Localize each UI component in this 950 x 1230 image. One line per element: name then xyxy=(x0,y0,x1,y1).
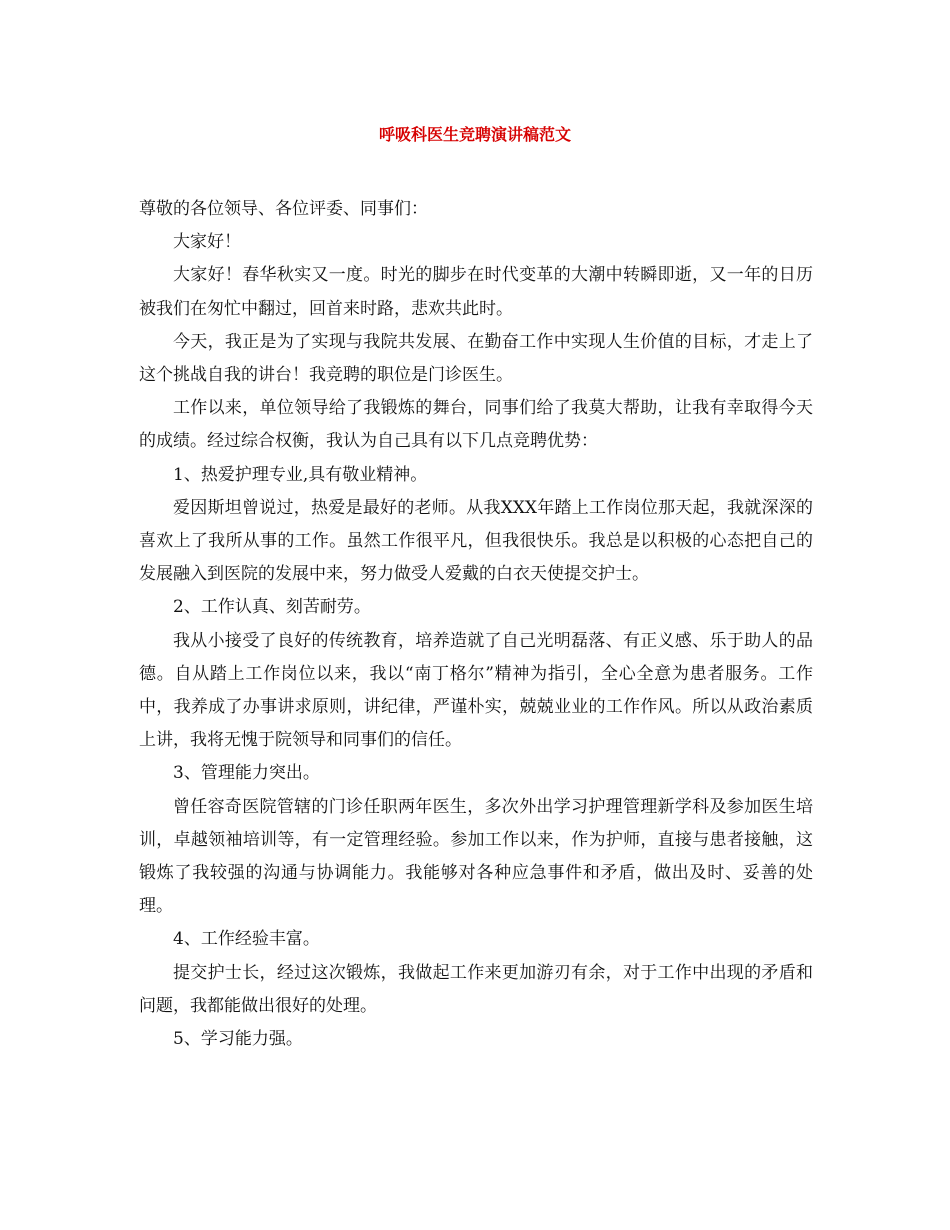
paragraph: 大家好！春华秋实又一度。时光的脚步在时代变革的大潮中转瞬即逝，又一年的日历被我们在匆忙中翻过，回首来时路，悲欢共此时。 xyxy=(139,265,813,319)
paragraph: 曾任容奇医院管辖的门诊任职两年医生，多次外出学习护理管理新学科及参加医生培训，卓越领袖培训等，有一定管理经验。参加工作以来，作为护师，直接与患者接触，这锻炼了我较强的沟通与协调能力。我能够对各种应急事件和矛盾，做出及时、妥善的处理。 xyxy=(139,796,813,917)
salutation: 尊敬的各位领导、各位评委、同事们： xyxy=(139,199,428,219)
document-body xyxy=(139,193,813,1056)
paragraph-greeting: 大家好！ xyxy=(173,232,241,253)
section-heading-5: 5、学习能力强。 xyxy=(173,1029,303,1050)
paragraph: 工作以来，单位领导给了我锻炼的舞台，同事们给了我莫大帮助，让我有幸取得今天的成绩。经过综合权衡，我认为自己具有以下几点竞聘优势： xyxy=(139,398,813,452)
section-heading-1: 1、热爱护理专业,具有敬业精神。 xyxy=(173,464,428,485)
section-heading-2: 2、工作认真、刻苦耐劳。 xyxy=(173,597,371,618)
paragraph: 提交护士长，经过这次锻炼，我做起工作来更加游刃有余，对于工作中出现的矛盾和问题，我都能做出很好的处理。 xyxy=(139,962,813,1016)
paragraph: 爱因斯坦曾说过，热爱是最好的老师。从我XXX年踏上工作岗位那天起，我就深深的喜欢上了我所从事的工作。虽然工作很平凡，但我很快乐。我总是以积极的心态把自己的发展融入到医院的发展中来，努力做受人爱戴的白衣天使提交护士。 xyxy=(139,497,813,585)
section-heading-3: 3、管理能力突出。 xyxy=(173,763,320,784)
paragraph: 今天，我正是为了实现与我院共发展、在勤奋工作中实现人生价值的目标，才走上了这个挑战自我的讲台！我竞聘的职位是门诊医生。 xyxy=(139,331,813,386)
section-heading-4: 4、工作经验丰富。 xyxy=(173,929,320,950)
paragraph: 我从小接受了良好的传统教育，培养造就了自己光明磊落、有正义感、乐于助人的品德。自从踏上工作岗位以来，我以“南丁格尔”精神为指引，全心全意为患者服务。工作中，我养成了办事讲求原则，讲纪律，严谨朴实，兢兢业业的工作作风。所以从政治素质上讲，我将无愧于院领导和同事们的信任。 xyxy=(139,630,813,751)
document-title: 呼吸科医生竞聘演讲稿范文 xyxy=(378,125,571,144)
